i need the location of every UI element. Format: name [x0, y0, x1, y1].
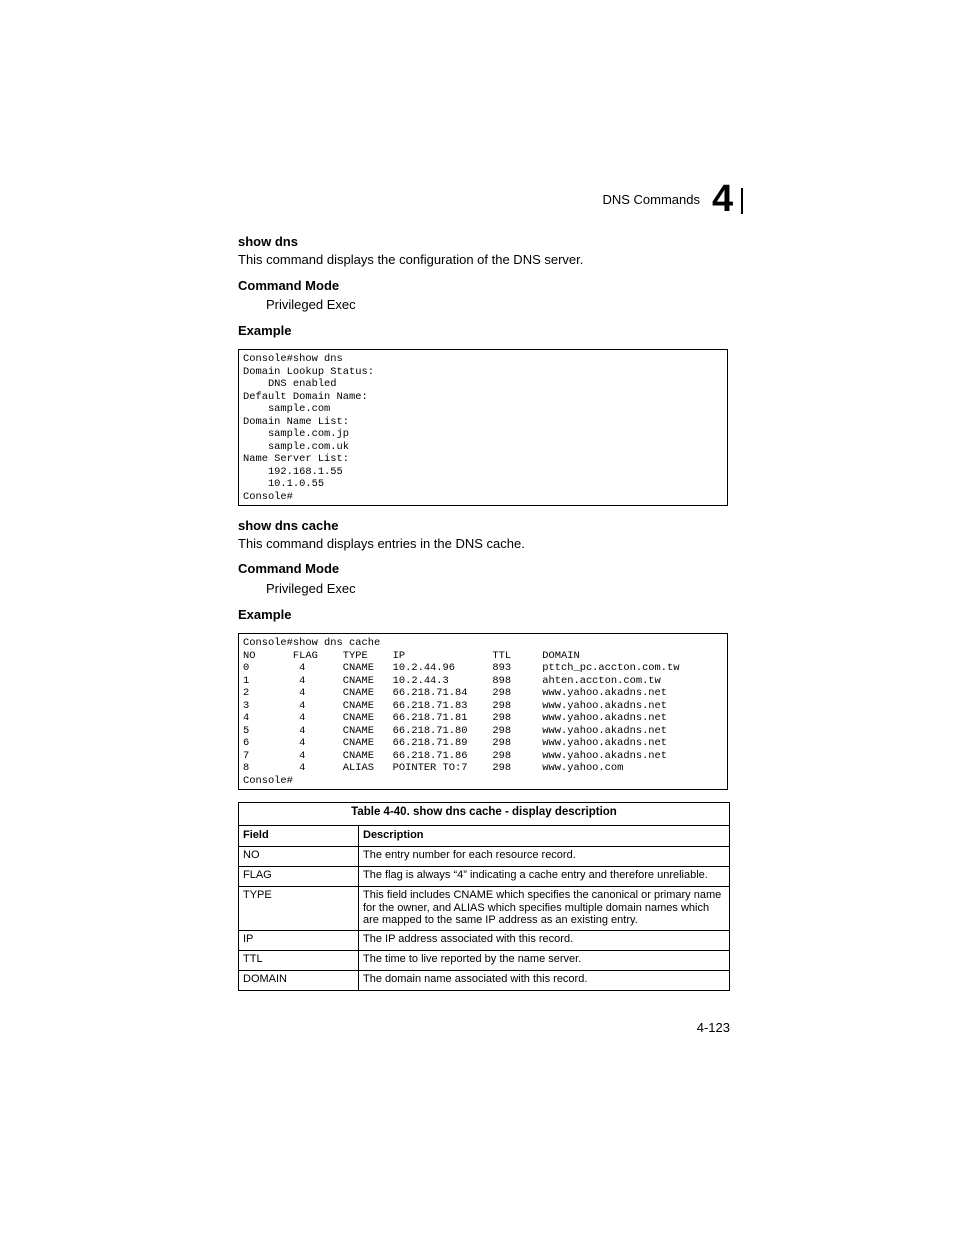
code-line: Console#show dns — [243, 353, 343, 365]
code-example-show-dns-cache — [238, 633, 728, 790]
table-row — [239, 847, 730, 867]
code-line: sample.com.jp — [243, 428, 350, 440]
description-cell: The flag is always “4” indicating a cache entry and therefore unreliable. — [359, 867, 730, 887]
code-line: 2 4 CNAME 66.218.71.84 298 www.yahoo.akadns.net — [243, 687, 668, 699]
code-line: 10.1.0.55 — [243, 478, 325, 490]
code-line: Console# — [243, 774, 293, 787]
code-line: Name Server List: — [243, 453, 350, 465]
description-cell: The time to live reported by the name server. — [359, 950, 730, 970]
section-description: This command displays the configuration of the DNS server. — [238, 252, 584, 267]
code-line: 4 4 CNAME 66.218.71.81 298 www.yahoo.akadns.net — [243, 712, 668, 724]
table-row — [239, 950, 730, 970]
field-cell: NO — [239, 847, 359, 867]
field-cell: TTL — [239, 950, 359, 970]
table-row — [239, 930, 730, 950]
chapter-divider — [741, 188, 743, 214]
code-line: DNS enabled — [243, 378, 337, 390]
description-cell: The entry number for each resource record. — [359, 847, 730, 867]
code-line: 0 4 CNAME 10.2.44.96 893 pttch_pc.accton.com.tw — [243, 662, 680, 674]
running-header-title: DNS Commands — [602, 192, 700, 207]
display-description-table — [238, 802, 730, 991]
section-heading-show-dns: show dns — [238, 234, 298, 249]
column-header-description: Description — [359, 826, 730, 847]
code-line: 192.168.1.55 — [243, 465, 343, 478]
code-example-show-dns — [238, 349, 728, 506]
code-line: 6 4 CNAME 66.218.71.89 298 www.yahoo.akadns.net — [243, 737, 668, 749]
description-cell: The IP address associated with this record. — [359, 930, 730, 950]
description-cell: The domain name associated with this record. — [359, 970, 730, 990]
description-cell: This field includes CNAME which specifies the canonical or primary name for the owner, and ALIAS which specifies multiple domain names which are mapped to the same IP address as an existing entry. — [359, 887, 730, 931]
example-heading: Example — [238, 323, 292, 338]
code-line: Domain Lookup Status: — [243, 365, 374, 378]
column-header-field: Field — [239, 826, 359, 847]
table-row — [239, 867, 730, 887]
command-mode-heading: Command Mode — [238, 561, 340, 576]
code-line: 5 4 CNAME 66.218.71.80 298 www.yahoo.akadns.net — [243, 724, 668, 737]
code-line: NO FLAG TYPE IP TTL DOMAIN — [243, 649, 580, 662]
example-heading: Example — [238, 607, 292, 622]
code-line: sample.com — [243, 403, 331, 415]
field-cell: DOMAIN — [239, 970, 359, 990]
table-header-row — [239, 826, 730, 847]
field-cell: FLAG — [239, 867, 359, 887]
code-line: 7 4 CNAME 66.218.71.86 298 www.yahoo.akadns.net — [243, 749, 668, 762]
code-line: sample.com.uk — [243, 440, 350, 453]
field-cell: TYPE — [239, 887, 359, 931]
table-row — [239, 887, 730, 931]
command-mode-value: Privileged Exec — [266, 297, 356, 312]
code-line: Default Domain Name: — [243, 390, 368, 403]
section-description: This command displays entries in the DNS cache. — [238, 536, 525, 551]
code-line: 1 4 CNAME 10.2.44.3 898 ahten.accton.com.tw — [243, 674, 661, 687]
page-number: 4-123 — [696, 1020, 730, 1035]
table-caption-row — [239, 803, 730, 826]
table-row — [239, 970, 730, 990]
code-line: Console#show dns cache — [243, 637, 381, 649]
chapter-number: 4 — [712, 178, 734, 220]
code-line: Console# — [243, 490, 293, 503]
command-mode-value: Privileged Exec — [266, 581, 356, 596]
code-line: 8 4 ALIAS POINTER TO:7 298 www.yahoo.com — [243, 762, 624, 774]
code-line: 3 4 CNAME 66.218.71.83 298 www.yahoo.akadns.net — [243, 699, 668, 712]
command-mode-heading: Command Mode — [238, 278, 340, 293]
code-line: Domain Name List: — [243, 415, 350, 428]
field-cell: IP — [239, 930, 359, 950]
section-heading-show-dns-cache: show dns cache — [238, 518, 339, 533]
table-caption: Table 4-40. show dns cache - display description — [239, 803, 730, 826]
